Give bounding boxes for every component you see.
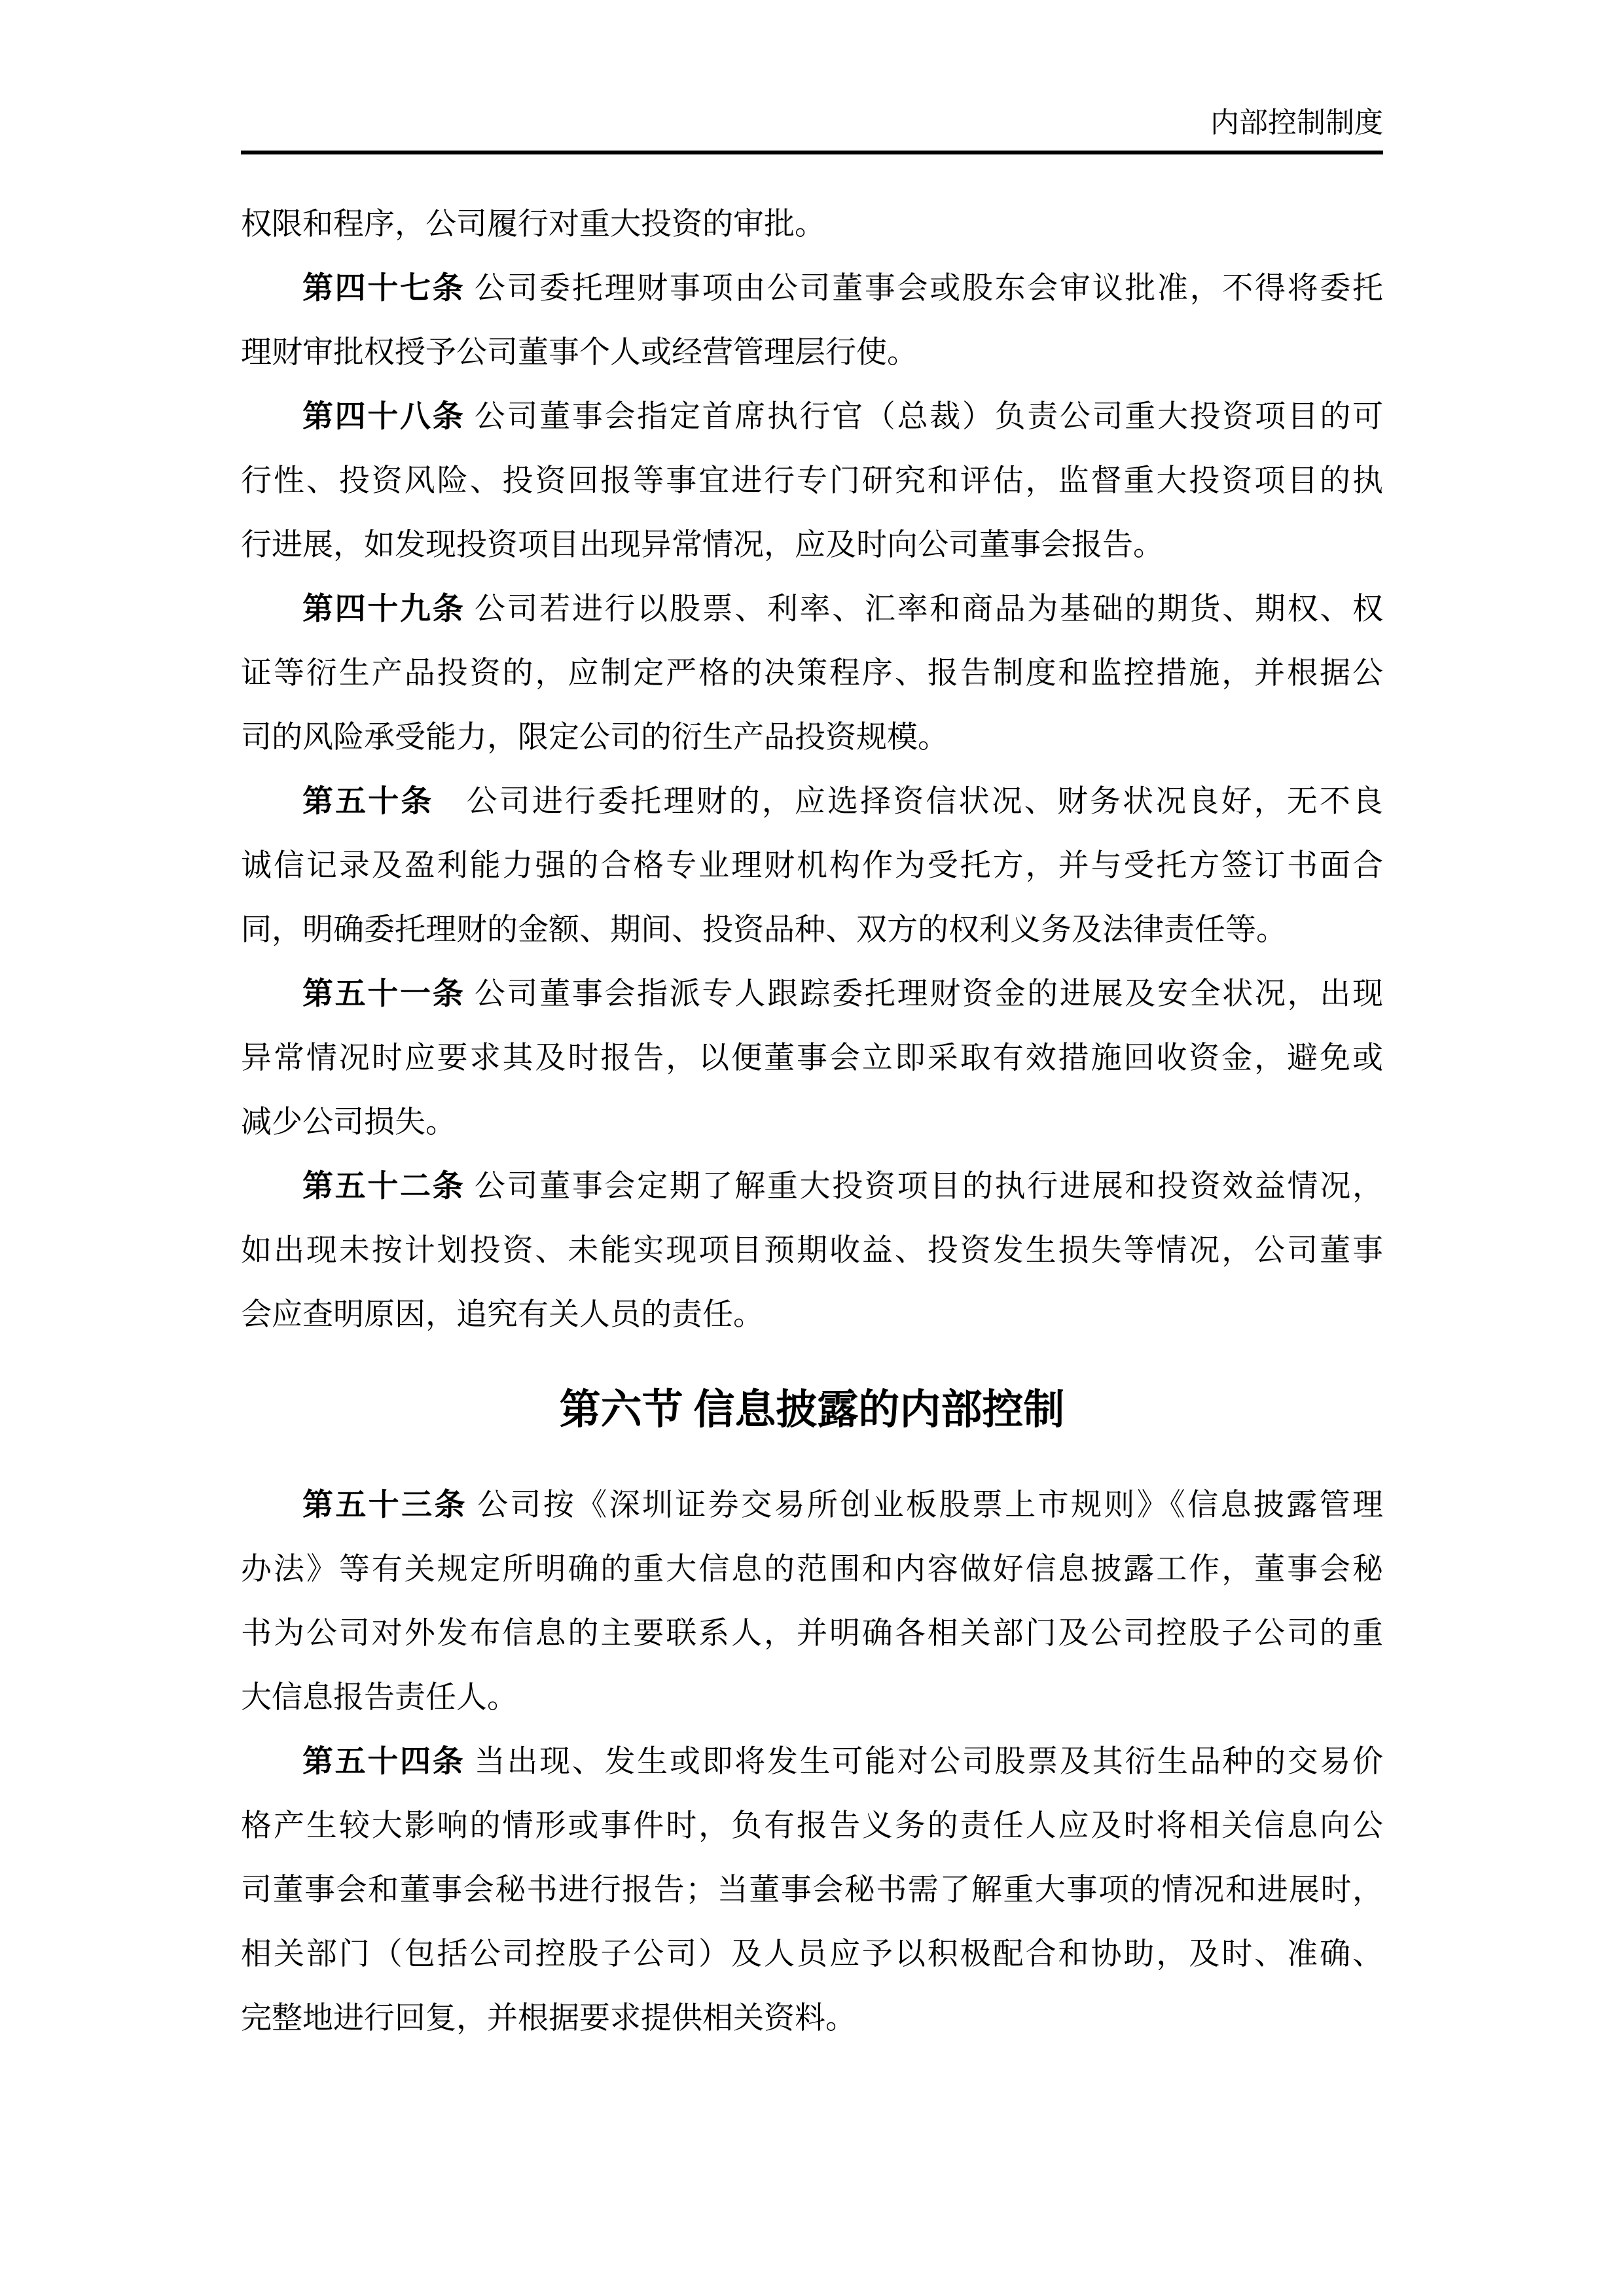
line-text: 同，明确委托理财的金额、期间、投资品种、双方的权利义务及法律责任等。 — [241, 913, 1287, 947]
line-text: 办法》等有关规定所明确的重大信息的范围和内容做好信息披露工作，董事会秘 — [241, 1552, 1383, 1587]
line-text: 公司董事会指定首席执行官（总裁）负责公司重大投资项目的可 — [465, 400, 1383, 434]
body-line — [241, 1922, 1383, 1986]
body-line — [241, 770, 1383, 834]
body-line — [241, 962, 1383, 1026]
body-line — [241, 1602, 1383, 1666]
line-text: 公司委托理财事项由公司董事会或股东会审议批准，不得将委托 — [465, 272, 1383, 306]
article-number: 第四十八条 — [302, 400, 465, 434]
line-text: 证等衍生产品投资的，应制定严格的决策程序、报告制度和监控措施，并根据公 — [241, 656, 1383, 691]
body-line — [241, 1794, 1383, 1858]
line-text: 司董事会和董事会秘书进行报告；当董事会秘书需了解重大事项的情况和进展时， — [241, 1873, 1383, 1907]
body-line — [241, 577, 1383, 641]
line-text: 大信息报告责任人。 — [241, 1681, 518, 1715]
line-text: 行进展，如发现投资项目出现异常情况，应及时向公司董事会报告。 — [241, 528, 1164, 562]
header-title: 内部控制制度 — [1210, 107, 1383, 139]
line-text: 公司按《深圳证券交易所创业板股票上市规则》《信息披露管理 — [467, 1488, 1383, 1522]
line-text: 公司董事会指派专人跟踪委托理财资金的进展及安全状况，出现 — [465, 977, 1383, 1011]
line-text: 公司董事会定期了解重大投资项目的执行进展和投资效益情况， — [465, 1170, 1383, 1204]
line-text: 当出现、发生或即将发生可能对公司股票及其衍生品种的交易价 — [465, 1745, 1383, 1779]
line-text: 如出现未按计划投资、未能实现项目预期收益、投资发生损失等情况，公司董事 — [241, 1234, 1383, 1268]
body-line — [241, 513, 1383, 577]
line-text: 公司进行委托理财的，应选择资信状况、财务状况良好，无不良 — [433, 785, 1383, 819]
line-text: 异常情况时应要求其及时报告，以便董事会立即采取有效措施回收资金，避免或 — [241, 1041, 1383, 1075]
body-line — [241, 385, 1383, 449]
body-line — [241, 257, 1383, 321]
line-text: 行性、投资风险、投资回报等事宜进行专门研究和评估，监督重大投资项目的执 — [241, 464, 1383, 498]
line-text: 会应查明原因，追究有关人员的责任。 — [241, 1298, 764, 1332]
body-line — [241, 1219, 1383, 1283]
line-text: 权限和程序，公司履行对重大投资的审批。 — [241, 207, 825, 242]
article-number: 第四十七条 — [302, 272, 465, 306]
line-text: 相关部门（包括公司控股子公司）及人员应予以积极配合和协助，及时、准确、 — [241, 1937, 1383, 1971]
body-line — [241, 1473, 1383, 1537]
body-line — [241, 898, 1383, 962]
body-line — [241, 1090, 1383, 1155]
line-text: 格产生较大影响的情形或事件时，负有报告义务的责任人应及时将相关信息向公 — [241, 1809, 1383, 1843]
article-number: 第四十九条 — [302, 592, 465, 626]
body-line — [241, 1155, 1383, 1219]
line-text: 完整地进行回复，并根据要求提供相关资料。 — [241, 2001, 856, 2036]
line-text: 司的风险承受能力，限定公司的衍生产品投资规模。 — [241, 721, 948, 755]
body-line — [241, 834, 1383, 898]
body-line — [241, 449, 1383, 513]
article-number: 第五十三条 — [302, 1488, 467, 1522]
section-heading: 第六节 信息披露的内部控制 — [559, 1387, 1065, 1433]
line-text: 理财审批权授予公司董事个人或经营管理层行使。 — [241, 336, 918, 370]
body-line — [241, 1666, 1383, 1730]
page-header — [241, 103, 1383, 143]
body-line — [241, 706, 1383, 770]
header-rule — [241, 151, 1383, 154]
line-text: 公司若进行以股票、利率、汇率和商品为基础的期货、期权、权 — [465, 592, 1383, 626]
document-body — [241, 192, 1383, 2051]
body-line — [241, 1730, 1383, 1794]
article-number: 第五十四条 — [302, 1745, 465, 1779]
body-line — [241, 1026, 1383, 1090]
body-line — [241, 321, 1383, 385]
body-line — [241, 1986, 1383, 2051]
article-number: 第五十一条 — [302, 977, 465, 1011]
body-line — [241, 641, 1383, 706]
article-number: 第五十条 — [302, 785, 434, 819]
line-text: 诚信记录及盈利能力强的合格专业理财机构作为受托方，并与受托方签订书面合 — [241, 849, 1383, 883]
line-text: 减少公司损失。 — [241, 1105, 456, 1139]
body-line — [241, 1858, 1383, 1922]
body-line — [241, 192, 1383, 257]
body-line — [241, 1537, 1383, 1602]
article-number: 第五十二条 — [302, 1170, 465, 1204]
line-text: 书为公司对外发布信息的主要联系人，并明确各相关部门及公司控股子公司的重 — [241, 1617, 1383, 1651]
body-line — [241, 1283, 1383, 1347]
